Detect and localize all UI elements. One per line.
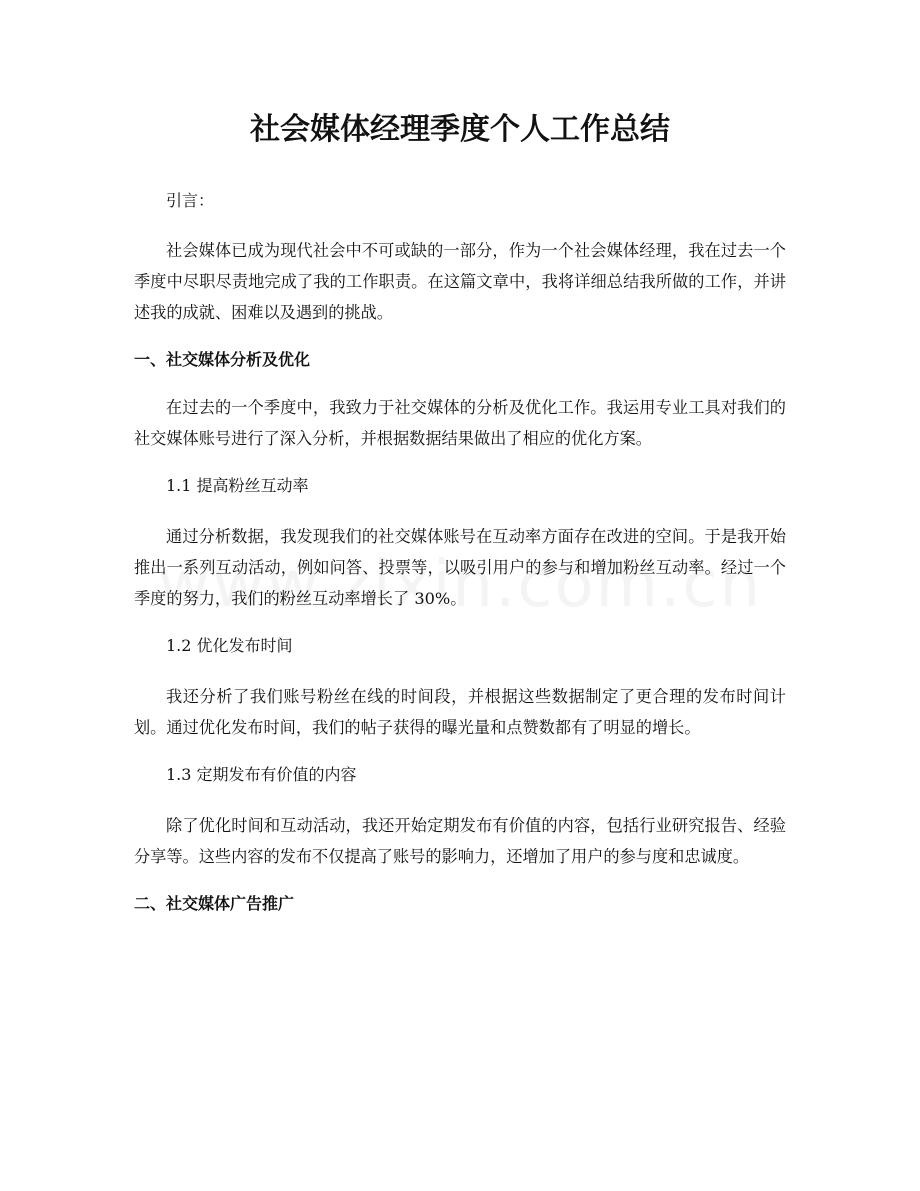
subsection-heading-1-2: 1.2 优化发布时间: [166, 636, 293, 655]
document-title: 社会媒体经理季度个人工作总结: [250, 112, 670, 147]
subsection-1-3-paragraph: 除了优化时间和互动活动，我还开始定期发布有价值的内容，包括行业研究报告、经验分享等。这些内容的发布不仅提高了账号的影响力，还增加了用户的参与度和忠诚度。: [134, 816, 786, 866]
intro-label: 引言：: [166, 191, 215, 210]
section-1-paragraph: 在过去的一个季度中，我致力于社交媒体的分析及优化工作。我运用专业工具对我们的社交媒体账号进行了深入分析，并根据数据结果做出了相应的优化方案。: [134, 398, 786, 448]
subsection-1-1-paragraph: 通过分析数据，我发现我们的社交媒体账号在互动率方面存在改进的空间。于是我开始推出一系列互动活动，例如问答、投票等，以吸引用户的参与和增加粉丝互动率。经过一个季度的努力，我们的粉丝互动率增长了 30%。: [134, 527, 786, 608]
subsection-heading-1-3: 1.3 定期发布有价值的内容: [166, 765, 357, 784]
subsection-heading-1-1: 1.1 提高粉丝互动率: [166, 476, 309, 495]
subsection-1-2-paragraph: 我还分析了我们账号粉丝在线的时间段，并根据这些数据制定了更合理的发布时间计划。通过优化发布时间，我们的帖子获得的曝光量和点赞数都有了明显的增长。: [134, 687, 786, 737]
section-heading-2: 二、社交媒体广告推广: [134, 894, 295, 913]
section-heading-1: 一、社交媒体分析及优化: [134, 350, 311, 369]
intro-paragraph: 社会媒体已成为现代社会中不可或缺的一部分，作为一个社会媒体经理，我在过去一个季度中尽职尽责地完成了我的工作职责。在这篇文章中，我将详细总结我所做的工作，并讲述我的成就、困难以及遇到的挑战。: [134, 241, 786, 322]
document-content: [134, 108, 786, 916]
